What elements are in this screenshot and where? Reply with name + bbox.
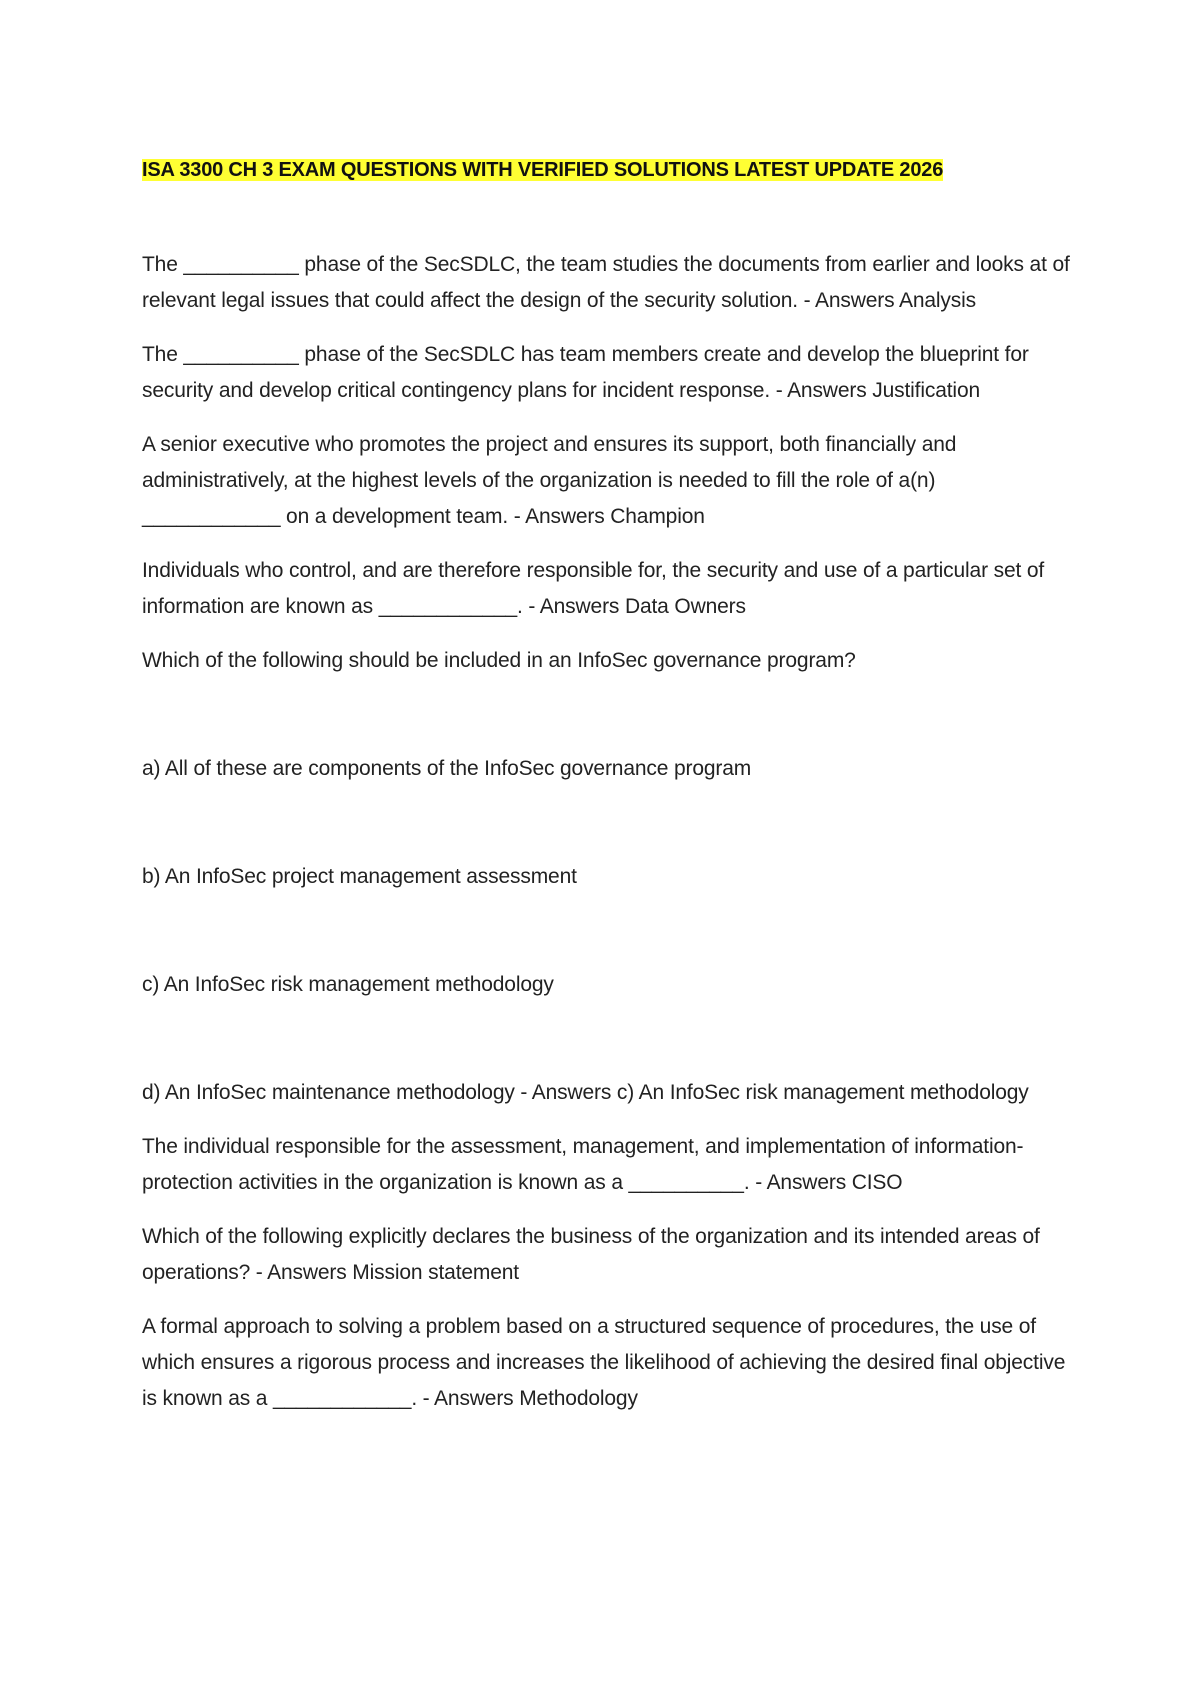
question-methodology: A formal approach to solving a problem based on a structured sequence of procedures, the use of which ensures a rigorous process and increases the likelihood of achieving the desired final objective is known as a ____________. - Answers Methodology (142, 1315, 1066, 1410)
option-d-answer: d) An InfoSec maintenance methodology - Answers c) An InfoSec risk management methodology (142, 1081, 1029, 1104)
option-b: b) An InfoSec project management assessment (142, 865, 577, 888)
document-body (142, 156, 1072, 1435)
question-champion: A senior executive who promotes the project and ensures its support, both financially and administratively, at the highest levels of the organization is needed to fill the role of a(n) ____________ on a development team. - Answers Champion (142, 433, 957, 528)
question-governance-stem: Which of the following should be included in an InfoSec governance program? (142, 649, 856, 672)
title-block (142, 156, 1072, 185)
question-mission-statement: Which of the following explicitly declares the business of the organization and its intended areas of operations? - Answers Mission statement (142, 1225, 1040, 1284)
question-justification: The __________ phase of the SecSDLC has team members create and develop the blueprint for security and develop critical contingency plans for incident response. - Answers Justification (142, 343, 1029, 402)
question-ciso: The individual responsible for the assessment, management, and implementation of information-protection activities in the organization is known as a __________. - Answers CISO (142, 1135, 1024, 1194)
question-analysis: The __________ phase of the SecSDLC, the team studies the documents from earlier and looks at of relevant legal issues that could affect the design of the security solution. - Answers Analysis (142, 253, 1070, 312)
option-c: c) An InfoSec risk management methodology (142, 973, 554, 996)
option-a: a) All of these are components of the InfoSec governance program (142, 757, 752, 780)
question-data-owners: Individuals who control, and are therefore responsible for, the security and use of a particular set of information are known as ____________. - Answers Data Owners (142, 559, 1045, 618)
document-title: ISA 3300 CH 3 EXAM QUESTIONS WITH VERIFIED SOLUTIONS LATEST UPDATE 2026 (142, 159, 944, 181)
